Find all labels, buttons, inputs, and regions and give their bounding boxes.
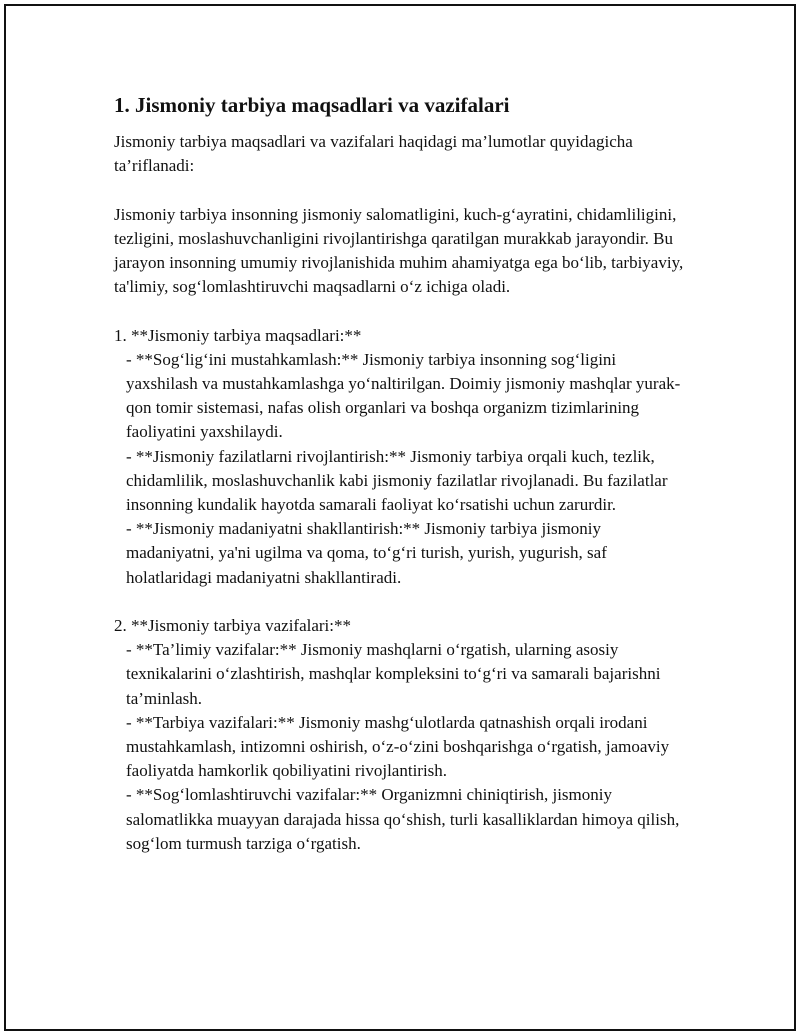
section-2-title: 2. **Jismoniy tarbiya vazifalari:** xyxy=(114,616,351,636)
section-1-title: 1. **Jismoniy tarbiya maqsadlari:** xyxy=(114,325,362,345)
intro-paragraph: Jismoniy tarbiya maqsadlari va vazifalari haqidagi ma’lumotlar quyidagicha ta’riflanadi: xyxy=(114,132,638,176)
document-body xyxy=(114,92,688,856)
section-2-item: - **Sog‘lomlashtiruvchi vazifalar:** Organizmni chiniqtirish, jismoniy salomatlikka muayyan darajada hissa qo‘shish, turli kasalliklardan himoya qilish, sog‘lom turmush tarziga o‘rgatish. xyxy=(126,785,684,853)
section-2-item: - **Tarbiya vazifalari:** Jismoniy mashg‘ulotlarda qatnashish orqali irodani mustahkamlash, intizomni oshirish, o‘z-o‘zini boshqarishga o‘rgatish, jamoaviy faoliyatda hamkorlik qobiliyatini rivojlantirish. xyxy=(126,712,674,781)
definition-paragraph: Jismoniy tarbiya insonning jismoniy salomatligini, kuch-g‘ayratini, chidamliligini, tezligini, moslashuvchanligini rivojlantirishga qaratilgan murakkab jarayondir. Bu jarayon insonning umumiy rivojlanishida muhim ahamiyatga ega bo‘lib, tarbiyaviy, ta'limiy, sog‘lomlashtiruvchi maqsadlarni o‘z ichiga oladi. xyxy=(114,204,688,297)
paragraph-gap xyxy=(114,299,688,323)
section-1-item: - **Jismoniy madaniyatni shakllantirish:** Jismoniy tarbiya jismoniy madaniyatni, ya'ni ugilma va qoma, to‘g‘ri turish, yurish, yugurish, saf holatlaridagi madaniyatni shakllantiradi. xyxy=(126,519,612,587)
section-2-item: - **Ta’limiy vazifalar:** Jismoniy mashqlarni o‘rgatish, ularning asosiy texnikalarini o‘zlashtirish, mashqlar kompleksini to‘g‘ri va samarali bajarishni ta’minlash. xyxy=(126,640,665,708)
document-heading: 1. Jismoniy tarbiya maqsadlari va vazifalari xyxy=(114,93,510,117)
section-1-item: - **Sog‘lig‘ini mustahkamlash:** Jismoniy tarbiya insonning sog‘ligini yaxshilash va mustahkamlashga yo‘naltirilgan. Doimiy jismoniy mashqlar yurak-qon tomir sistemasi, nafas olish organlari va boshqa organizm tizimlarining faoliyatini yaxshilaydi. xyxy=(126,349,681,442)
paragraph-gap xyxy=(114,590,688,614)
paragraph-gap xyxy=(114,178,688,202)
section-1-item: - **Jismoniy fazilatlarni rivojlantirish:** Jismoniy tarbiya orqali kuch, tezlik, chidamlilik, moslashuvchanlik kabi jismoniy fazilatlar rivojlanadi. Bu fazilatlar insonning kundalik hayotda samarali faoliyat ko‘rsatishi uchun zarurdir. xyxy=(126,446,672,515)
